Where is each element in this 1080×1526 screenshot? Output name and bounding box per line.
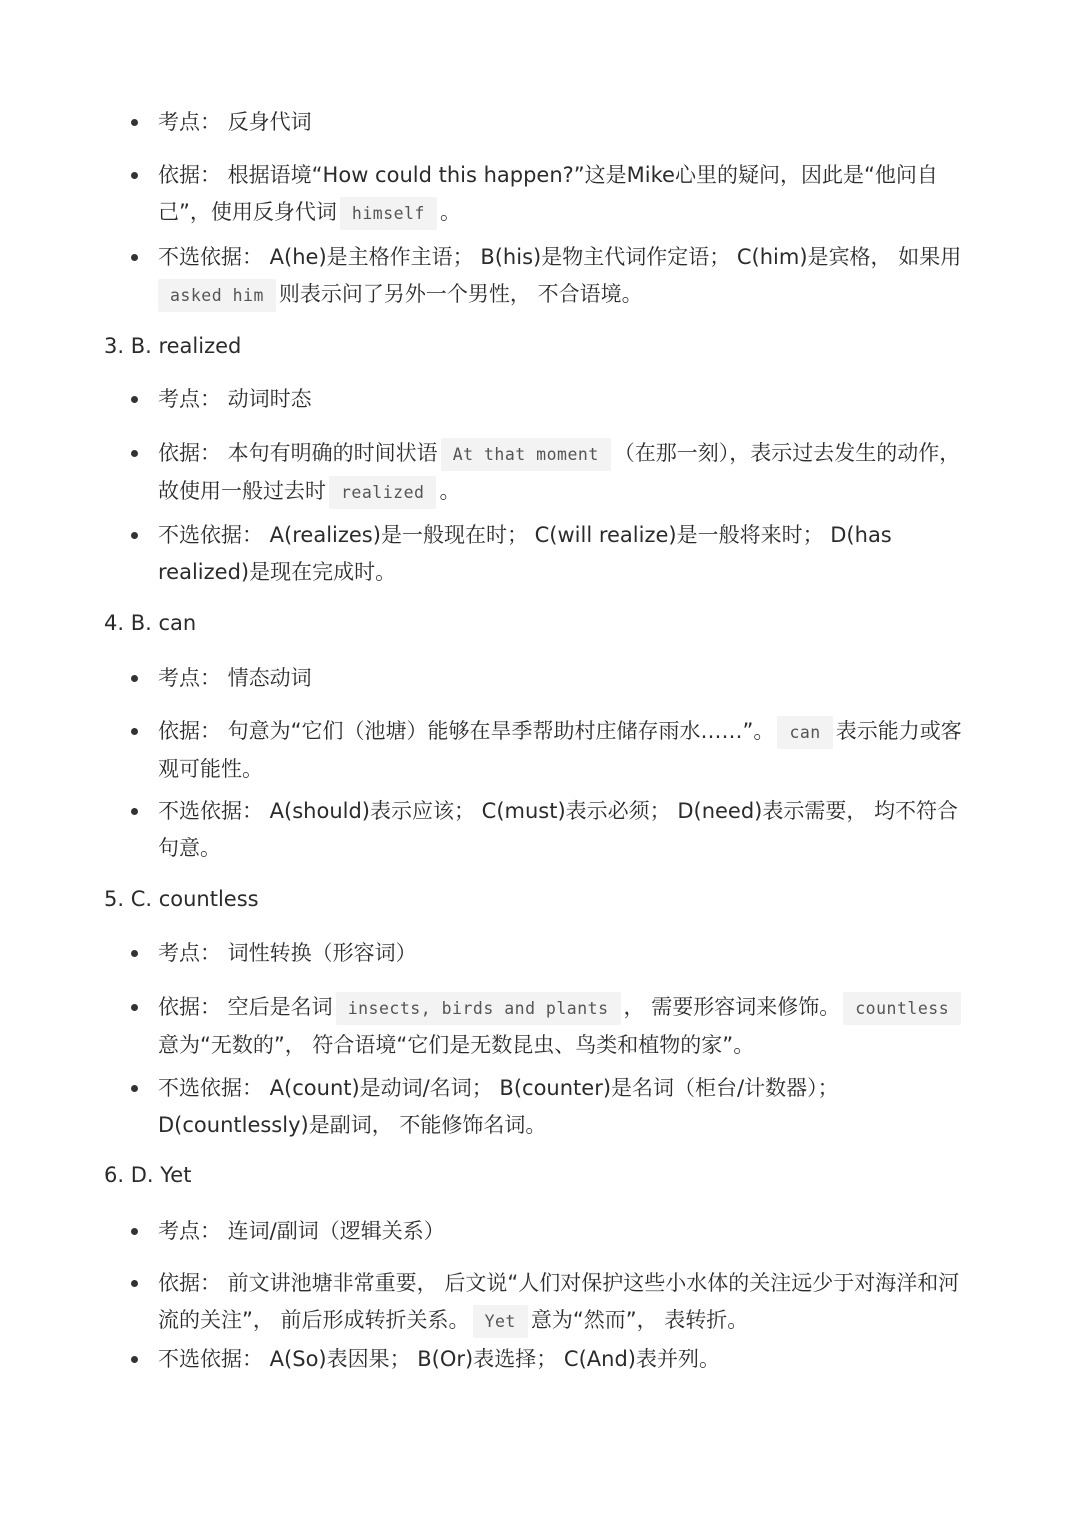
item-label: 依据： [158, 995, 221, 1019]
code-snippet: himself [340, 197, 437, 230]
code-snippet: Yet [473, 1305, 528, 1338]
item-text: A(realizes)是一般现在时； C(will realize)是一般将来时； D(has realized)是现在完成时。 [158, 523, 892, 584]
item-text: 词性转换（形容词） [221, 941, 417, 965]
item-label: 依据： [158, 1271, 221, 1295]
answer-heading: 3. B. realized [104, 334, 242, 358]
item-label: 不选依据： [158, 245, 263, 269]
item-label: 依据： [158, 441, 221, 465]
item-text: A(So)表因果； B(Or)表选择； C(And)表并列。 [263, 1347, 720, 1371]
item-label: 考点： [158, 387, 221, 411]
basis-item [158, 713, 978, 788]
basis-item [158, 435, 978, 511]
excluded-basis-item [158, 239, 978, 314]
basis-item [158, 1265, 978, 1340]
item-text: 意为“无数的”， 符合语境“它们是无数昆虫、鸟类和植物的家”。 [158, 1033, 755, 1057]
basis-item [158, 989, 978, 1064]
item-label: 不选依据： [158, 1347, 263, 1371]
key-point-item [158, 104, 978, 141]
item-text: 则表示问了另外一个男性， 不合语境。 [278, 282, 643, 306]
item-text: 。 [439, 479, 461, 503]
item-text: 空后是名词 [221, 995, 333, 1019]
item-text: 连词/副词（逻辑关系） [221, 1219, 445, 1243]
item-text: 反身代词 [221, 110, 312, 134]
item-label: 依据： [158, 163, 221, 187]
answer-heading: 5. C. countless [104, 887, 259, 911]
key-point-item [158, 660, 978, 697]
answer-heading: 4. B. can [104, 611, 197, 635]
answer-heading: 6. D. Yet [104, 1163, 192, 1187]
code-snippet: insects, birds and plants [336, 992, 621, 1025]
item-label: 考点： [158, 666, 221, 690]
item-label: 不选依据： [158, 523, 263, 547]
item-label: 考点： [158, 110, 221, 134]
item-text: 动词时态 [221, 387, 312, 411]
item-text: 句意为“它们（池塘）能够在旱季帮助村庄储存雨水……”。 [221, 719, 775, 743]
item-label: 不选依据： [158, 799, 263, 823]
item-text: A(should)表示应该； C(must)表示必须； D(need)表示需要， 均不符合句意。 [158, 799, 959, 860]
excluded-basis-item [158, 1070, 978, 1144]
item-text: 意为“然而”， 表转折。 [530, 1308, 749, 1332]
item-text: 情态动词 [221, 666, 312, 690]
item-text: A(he)是主格作主语； B(his)是物主代词作定语； C(him)是宾格， 如果用 [263, 245, 962, 269]
item-text: （在那一刻），表示过去发生的动作，故使用一般过去时 [158, 441, 961, 503]
basis-item [158, 157, 978, 232]
key-point-item [158, 935, 978, 972]
item-text: 根据语境“How could this happen?”这是Mike心里的疑问，因此是“他问自己”，使用反身代词 [158, 163, 938, 224]
item-text: 本句有明确的时间状语 [221, 441, 438, 465]
code-snippet: can [777, 716, 832, 749]
item-text: ， 需要形容词来修饰。 [623, 995, 841, 1019]
item-label: 不选依据： [158, 1076, 263, 1100]
item-text: 。 [439, 200, 461, 224]
excluded-basis-item [158, 793, 978, 867]
excluded-basis-item [158, 517, 978, 591]
code-snippet: At that moment [441, 438, 611, 471]
key-point-item [158, 381, 978, 418]
key-point-item [158, 1213, 978, 1250]
code-snippet: realized [329, 476, 436, 509]
excluded-basis-item [158, 1341, 978, 1378]
code-snippet: asked him [158, 279, 276, 312]
item-text: 表示能力或客观可能性。 [158, 719, 962, 781]
item-label: 考点： [158, 941, 221, 965]
item-label: 考点： [158, 1219, 221, 1243]
code-snippet: countless [843, 992, 961, 1025]
item-text: 前文讲池塘非常重要， 后文说“人们对保护这些小水体的关注远少于对海洋和河流的关注”， 前后形成转折关系。 [158, 1271, 960, 1332]
item-label: 依据： [158, 719, 221, 743]
item-text: A(count)是动词/名词； B(counter)是名词（柜台/计数器）； D(countlessly)是副词， 不能修饰名词。 [158, 1076, 839, 1137]
